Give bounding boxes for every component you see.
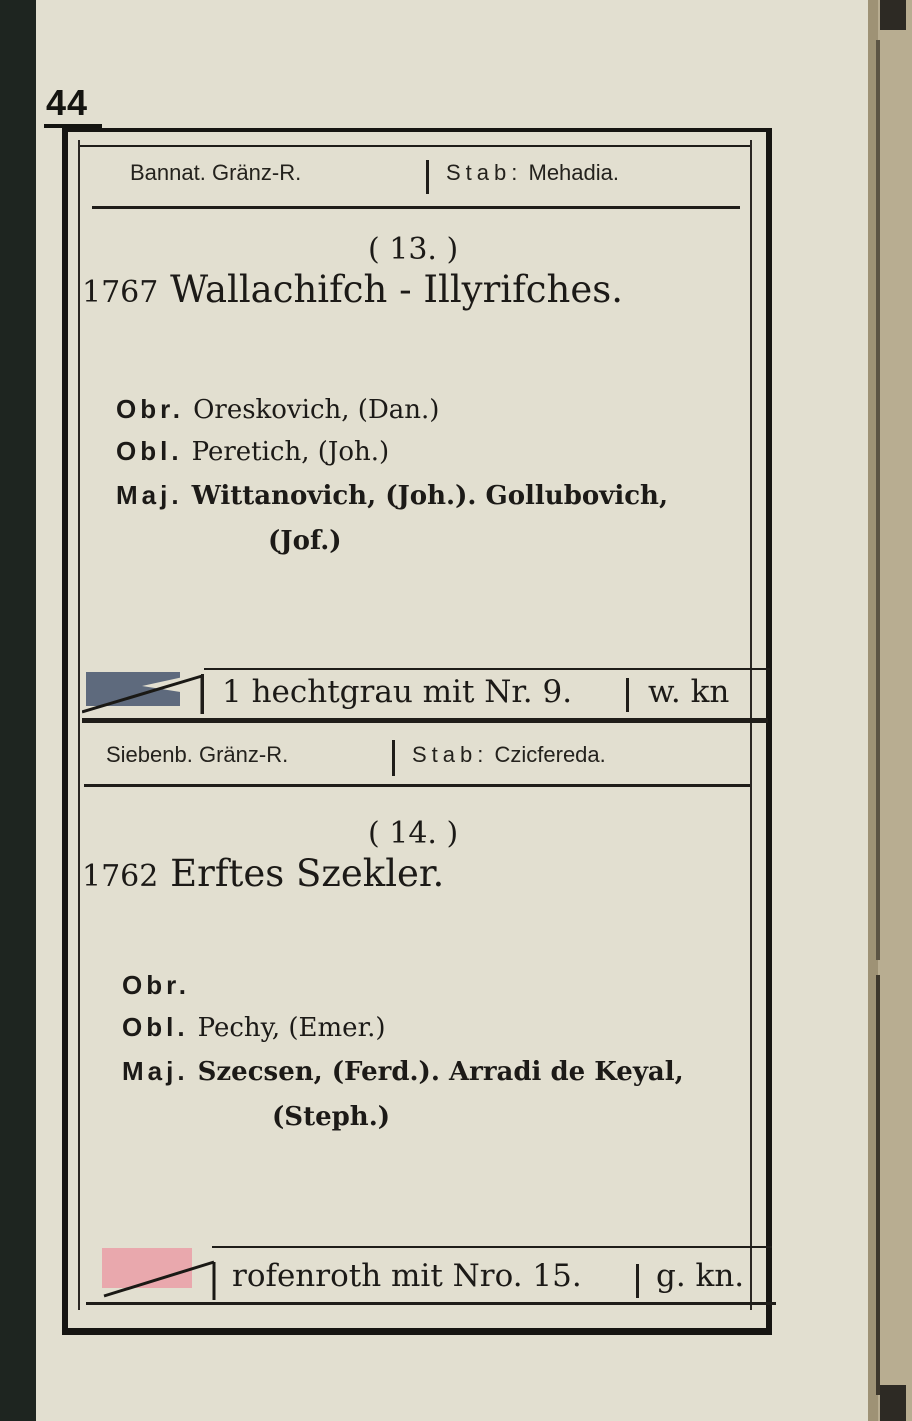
officer-row [122, 970, 190, 1001]
rank-label: Obl. [116, 436, 183, 466]
header-separator [392, 740, 395, 776]
page-right-edge [868, 0, 912, 1421]
rank-label: Obr. [122, 970, 191, 1000]
section-header [106, 742, 288, 768]
rosenroth-color-swatch [100, 1244, 220, 1302]
officer-names: Oreskovich, (Dan.) [193, 395, 440, 425]
stab-field [446, 160, 619, 186]
regiment-number: ( 13. ) [368, 232, 459, 267]
officer-names: Szecsen, (Ferd.). Arradi de Keyal, [197, 1057, 684, 1087]
section-header [130, 160, 301, 186]
regiment-title [82, 268, 623, 311]
officer-names: Pechy, (Emer.) [197, 1013, 386, 1043]
regiment-title [82, 852, 444, 895]
regiment-name: Wallachifch - Illyrifches. [170, 268, 623, 311]
officer-row [122, 1012, 386, 1043]
table-inner-frame [78, 140, 752, 1310]
founding-year: 1762 [82, 859, 159, 894]
stab-label: Stab: [446, 160, 523, 185]
regiment-name: Erftes Szekler. [170, 852, 445, 895]
rule [212, 1246, 772, 1248]
district-label: Siebenb. Gränz-R. [106, 742, 289, 767]
rule [80, 145, 750, 147]
rank-label: Obl. [122, 1012, 189, 1042]
officer-continuation: (Steph.) [272, 1102, 391, 1132]
facing-color-text: rofenroth mit Nro. 15. [232, 1258, 582, 1294]
footer-separator [626, 678, 629, 712]
rank-label: Maj. [116, 480, 183, 510]
rank-label: Maj. [122, 1056, 189, 1086]
regiment-number: ( 14. ) [368, 816, 459, 851]
rule [92, 206, 740, 209]
footer-separator [636, 1264, 639, 1298]
rule [86, 1302, 776, 1305]
footer-left-bar [201, 674, 204, 714]
officer-names: Wittanovich, (Joh.). Gollubovich, [191, 481, 668, 511]
rule [84, 784, 750, 787]
stab-label: Stab: [412, 742, 489, 767]
officer-row [122, 1056, 684, 1087]
button-note: w. kn [648, 674, 730, 710]
hechtgrau-color-swatch [82, 666, 206, 716]
district-label: Bannat. Gränz-R. [130, 160, 302, 185]
page-left-margin [0, 0, 36, 1421]
officer-row [116, 436, 389, 467]
officer-row [116, 394, 439, 425]
founding-year: 1767 [82, 275, 159, 310]
page-number: 44 [46, 82, 89, 123]
rank-label: Obr. [116, 394, 185, 424]
officer-row [116, 480, 668, 511]
officer-names: Peretich, (Joh.) [191, 437, 390, 467]
section-divider [82, 718, 768, 723]
officer-continuation: (Jof.) [268, 526, 342, 556]
header-separator [426, 160, 429, 194]
stab-place: Mehadia. [528, 160, 620, 185]
facing-color-text: 1 hechtgrau mit Nr. 9. [222, 674, 573, 710]
stab-place: Czicfereda. [494, 742, 606, 767]
stab-field [412, 742, 606, 768]
rule [204, 668, 770, 670]
button-note: g. kn. [656, 1258, 745, 1294]
